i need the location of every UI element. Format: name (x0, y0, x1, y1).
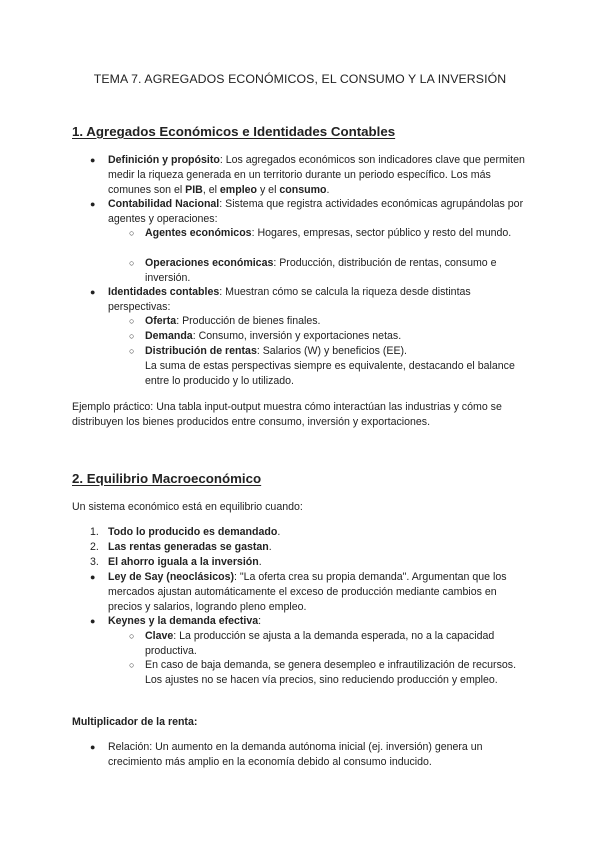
list-item: ● Relación: Un aumento en la demanda autónoma inicial (ej. inversión) genera un crecimiento más amplio en la economía debido al consumo inducido. (90, 741, 483, 768)
section-1-heading: 1. Agregados Económicos e Identidades Contables (72, 124, 396, 139)
term-label: Definición y propósito (108, 154, 220, 166)
sub-list-item: ○ En caso de baja demanda, se genera desempleo e infrautilización de recursos. Los ajustes no se hacen vía precios, sino reduciendo producción y empleo. (129, 659, 517, 686)
numbered-item: 1. Todo lo producido es demandado. (90, 526, 281, 538)
document-title: TEMA 7. AGREGADOS ECONÓMICOS, EL CONSUMO Y LA INVERSIÓN (93, 72, 507, 86)
example-paragraph: Ejemplo práctico: Una tabla input-output muestra cómo interactúan las industrias y cómo se distribuyen los bienes producidos entre consumo, inversión y exportaciones. (72, 401, 502, 428)
term-label: Distribución de rentas (145, 345, 257, 357)
bullet-icon: ● (90, 572, 96, 582)
circle-bullet-icon: ○ (129, 316, 135, 326)
intro-paragraph: Un sistema económico está en equilibrio cuando: (72, 501, 303, 513)
list-item: ● Identidades contables: Muestran cómo se calcula la riqueza desde distintas perspectivas: (90, 286, 471, 313)
sub-list-item: ○ Distribución de rentas: Salarios (W) y beneficios (EE). La suma de estas perspectivas siempre es equivalente, destacando el balance entre lo producido y lo utilizado. (145, 344, 525, 389)
term-label: Ley de Say (neoclásicos) (108, 571, 235, 583)
sub-list-item: ○ Operaciones económicas: Producción, distribución de rentas, consumo e inversión. (129, 257, 497, 284)
bullet-icon: ● (90, 742, 96, 752)
section-2-heading: 2. Equilibrio Macroeconómico (72, 471, 262, 486)
term-label: Operaciones económicas (145, 257, 274, 269)
term-label: Agentes económicos (145, 227, 252, 239)
sub-list-item: ○ Clave: La producción se ajusta a la demanda esperada, no a la capacidad productiva. (129, 630, 495, 657)
term-label: Clave (145, 630, 174, 642)
sub-list-item: ○ Demanda: Consumo, inversión y exportaciones netas. (129, 330, 402, 342)
list-item: ● Contabilidad Nacional: Sistema que registra actividades económicas agrupándolas por agentes y operaciones: (90, 198, 524, 225)
sub-list-item: ○ Agentes económicos: Hogares, empresas, sector público y resto del mundo. (129, 227, 512, 239)
term-label: Keynes y la demanda efectiva (108, 615, 259, 627)
sub-list-item: ○ Oferta: Producción de bienes finales. (129, 315, 321, 327)
circle-bullet-icon: ○ (129, 346, 135, 356)
term-label: Demanda (145, 330, 193, 342)
list-item: ● Keynes y la demanda efectiva: (90, 615, 262, 627)
bullet-icon: ● (90, 199, 96, 209)
numbered-item: 3. El ahorro iguala a la inversión. (90, 556, 262, 568)
bullet-icon: ● (90, 616, 96, 626)
term-label: Oferta (145, 315, 177, 327)
multiplier-heading: Multiplicador de la renta: (72, 716, 198, 728)
circle-bullet-icon: ○ (129, 331, 135, 341)
term-label: Contabilidad Nacional (108, 198, 220, 210)
bullet-icon: ● (90, 155, 96, 165)
circle-bullet-icon: ○ (129, 660, 135, 670)
bullet-icon: ● (90, 287, 96, 297)
circle-bullet-icon: ○ (129, 228, 135, 238)
numbered-item: 2. Las rentas generadas se gastan. (90, 541, 272, 553)
circle-bullet-icon: ○ (129, 258, 135, 268)
list-item: ● Ley de Say (neoclásicos): "La oferta crea su propia demanda". Argumentan que los mercados ajustan automáticamente el exceso de producción mediante cambios en precios y salarios, logrando pleno empleo. (90, 571, 507, 613)
list-item: ● Definición y propósito: Los agregados económicos son indicadores clave que permiten medir la riqueza generada en un territorio durante un periodo específico. Los más comunes son el PIB, el empleo y el consumo. (90, 154, 525, 196)
circle-bullet-icon: ○ (129, 631, 135, 641)
summary-note: La suma de estas perspectivas siempre es equivalente, destacando el balance entre lo producido y lo utilizado. (145, 360, 515, 387)
term-label: Identidades contables (108, 286, 220, 298)
